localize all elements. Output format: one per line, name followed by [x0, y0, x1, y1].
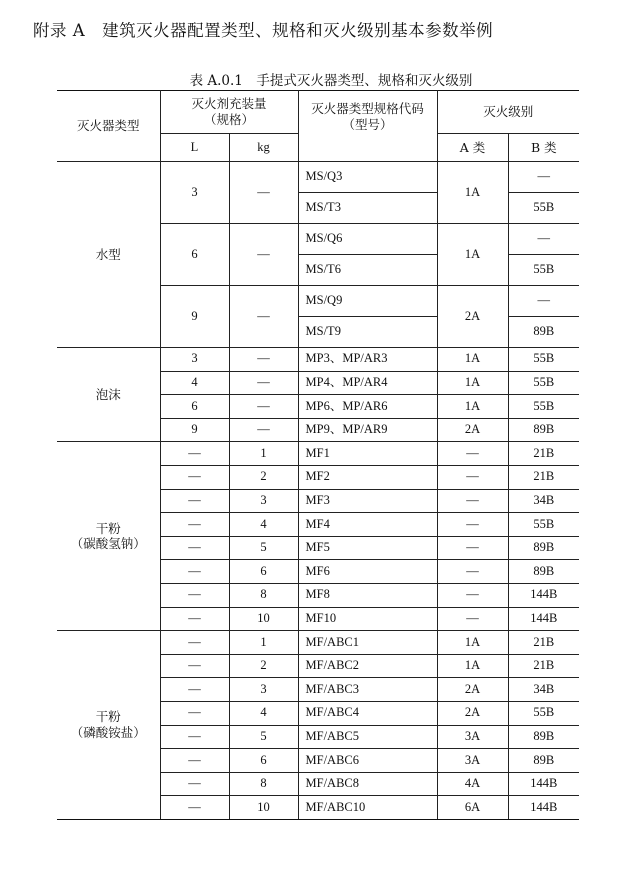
- cell-class-a: 2A: [437, 678, 508, 702]
- cell-class-b: 55B: [508, 701, 579, 725]
- cell-kg: 6: [229, 560, 298, 584]
- cell-class-b: 55B: [508, 513, 579, 537]
- cell-kg: 2: [229, 465, 298, 489]
- cell-class-b: 89B: [508, 560, 579, 584]
- group-label-line2: （磷酸铵盐）: [70, 725, 146, 740]
- cell-class-b: 55B: [508, 371, 579, 395]
- group-label-line1: 干粉: [95, 709, 121, 725]
- cell-class-b: 55B: [508, 193, 579, 224]
- cell-class-a: 1A: [437, 348, 508, 372]
- cell-code: MF6: [298, 560, 437, 584]
- cell-class-a: —: [437, 560, 508, 584]
- cell-kg: 5: [229, 536, 298, 560]
- cell-class-b: 89B: [508, 418, 579, 442]
- cell-class-b: 89B: [508, 536, 579, 560]
- cell-class-a: 1A: [437, 654, 508, 678]
- cell-kg: 1: [229, 631, 298, 655]
- cell-kg: 3: [229, 489, 298, 513]
- cell-kg: 8: [229, 583, 298, 607]
- header-unit-l: L: [160, 134, 229, 162]
- cell-kg: 10: [229, 607, 298, 631]
- table-row: [57, 162, 579, 193]
- cell-code: MF/ABC8: [298, 772, 437, 796]
- cell-l: —: [160, 654, 229, 678]
- header-class-a: A 类: [437, 134, 508, 162]
- cell-class-a: 2A: [437, 418, 508, 442]
- appendix-title: 附录 A 建筑灭火器配置类型、规格和灭火级别基本参数举例: [33, 21, 494, 40]
- cell-class-b: 21B: [508, 465, 579, 489]
- cell-code: MF2: [298, 465, 437, 489]
- cell-class-b: —: [508, 224, 579, 255]
- cell-l: 9: [160, 418, 229, 442]
- cell-l: 6: [160, 395, 229, 419]
- cell-class-b: 21B: [508, 631, 579, 655]
- cell-code: MF/ABC4: [298, 701, 437, 725]
- cell-class-b: 34B: [508, 678, 579, 702]
- cell-code: MF/ABC5: [298, 725, 437, 749]
- cell-class-a: 4A: [437, 772, 508, 796]
- cell-l: 3: [160, 348, 229, 372]
- cell-kg: —: [229, 162, 298, 224]
- cell-class-b: 34B: [508, 489, 579, 513]
- cell-class-b: 89B: [508, 749, 579, 773]
- cell-class-b: —: [508, 162, 579, 193]
- header-fill-amount: [160, 91, 298, 134]
- extinguisher-spec-table: [57, 90, 579, 820]
- cell-class-b: 55B: [508, 255, 579, 286]
- header-code: [298, 91, 437, 162]
- cell-kg: —: [229, 371, 298, 395]
- cell-code: MS/Q9: [298, 286, 437, 317]
- table-body: [57, 91, 579, 820]
- cell-class-b: 21B: [508, 442, 579, 466]
- cell-class-a: —: [437, 442, 508, 466]
- cell-kg: 10: [229, 796, 298, 820]
- cell-code: MF5: [298, 536, 437, 560]
- cell-class-b: 144B: [508, 607, 579, 631]
- cell-kg: 3: [229, 678, 298, 702]
- table-row: [57, 442, 579, 466]
- cell-code: MS/T6: [298, 255, 437, 286]
- cell-code: MP6、MP/AR6: [298, 395, 437, 419]
- cell-class-a: —: [437, 536, 508, 560]
- cell-class-b: 144B: [508, 583, 579, 607]
- group-label-foam: 泡沫: [57, 348, 160, 442]
- cell-l: —: [160, 536, 229, 560]
- cell-kg: —: [229, 418, 298, 442]
- cell-code: MF/ABC2: [298, 654, 437, 678]
- cell-class-b: 144B: [508, 796, 579, 820]
- cell-class-a: —: [437, 489, 508, 513]
- table-row: [57, 348, 579, 372]
- cell-class-a: —: [437, 465, 508, 489]
- cell-l: 4: [160, 371, 229, 395]
- cell-code: MS/T3: [298, 193, 437, 224]
- cell-l: —: [160, 725, 229, 749]
- header-fill-amount-line2: （规格）: [204, 112, 255, 127]
- cell-kg: 4: [229, 513, 298, 537]
- cell-l: —: [160, 631, 229, 655]
- cell-class-a: 6A: [437, 796, 508, 820]
- group-label-water: 水型: [57, 162, 160, 348]
- table-caption: 表 A.0.1 手提式灭火器类型、规格和灭火级别: [189, 73, 473, 89]
- cell-class-a: —: [437, 607, 508, 631]
- header-code-line2: （型号）: [342, 116, 393, 132]
- cell-code: MF10: [298, 607, 437, 631]
- cell-kg: —: [229, 348, 298, 372]
- cell-class-b: 55B: [508, 348, 579, 372]
- cell-kg: 2: [229, 654, 298, 678]
- cell-l: —: [160, 701, 229, 725]
- cell-class-b: 89B: [508, 725, 579, 749]
- cell-kg: —: [229, 286, 298, 348]
- cell-code: MP3、MP/AR3: [298, 348, 437, 372]
- cell-class-a: 1A: [437, 395, 508, 419]
- cell-class-b: 21B: [508, 654, 579, 678]
- cell-kg: 4: [229, 701, 298, 725]
- cell-kg: 6: [229, 749, 298, 773]
- header-type: 灭火器类型: [57, 91, 160, 162]
- cell-code: MF/ABC1: [298, 631, 437, 655]
- cell-code: MF4: [298, 513, 437, 537]
- cell-l: —: [160, 772, 229, 796]
- cell-code: MF/ABC6: [298, 749, 437, 773]
- cell-class-a: 2A: [437, 286, 508, 348]
- cell-code: MF1: [298, 442, 437, 466]
- group-label-line1: 干粉: [95, 520, 121, 536]
- cell-class-a: 1A: [437, 631, 508, 655]
- cell-class-b: 144B: [508, 772, 579, 796]
- cell-kg: 1: [229, 442, 298, 466]
- cell-code: MP9、MP/AR9: [298, 418, 437, 442]
- cell-l: —: [160, 749, 229, 773]
- cell-code: MF/ABC10: [298, 796, 437, 820]
- cell-class-a: —: [437, 583, 508, 607]
- cell-class-a: —: [437, 513, 508, 537]
- header-fill-amount-line1: 灭火剂充装量: [191, 96, 267, 112]
- cell-l: 6: [160, 224, 229, 286]
- cell-class-b: —: [508, 286, 579, 317]
- cell-code: MF3: [298, 489, 437, 513]
- cell-class-a: 1A: [437, 162, 508, 224]
- cell-code: MP4、MP/AR4: [298, 371, 437, 395]
- cell-code: MS/Q6: [298, 224, 437, 255]
- cell-code: MF8: [298, 583, 437, 607]
- group-label-powder-abc: [57, 631, 160, 820]
- header-unit-kg: kg: [229, 134, 298, 162]
- cell-l: —: [160, 513, 229, 537]
- cell-l: —: [160, 796, 229, 820]
- header-row-1: [57, 91, 579, 134]
- cell-kg: —: [229, 395, 298, 419]
- header-rating: 灭火级别: [437, 91, 579, 134]
- cell-code: MS/Q3: [298, 162, 437, 193]
- cell-l: —: [160, 607, 229, 631]
- cell-class-b: 55B: [508, 395, 579, 419]
- cell-class-b: 89B: [508, 317, 579, 348]
- cell-kg: 8: [229, 772, 298, 796]
- cell-class-a: 1A: [437, 224, 508, 286]
- cell-class-a: 2A: [437, 701, 508, 725]
- cell-l: —: [160, 465, 229, 489]
- table-row: [57, 631, 579, 655]
- cell-l: —: [160, 560, 229, 584]
- cell-l: —: [160, 489, 229, 513]
- cell-l: —: [160, 583, 229, 607]
- cell-class-a: 3A: [437, 725, 508, 749]
- cell-code: MF/ABC3: [298, 678, 437, 702]
- group-label-powder-bc: [57, 442, 160, 631]
- cell-code: MS/T9: [298, 317, 437, 348]
- group-label-line2: （碳酸氢钠）: [70, 536, 146, 552]
- cell-class-a: 3A: [437, 749, 508, 773]
- cell-class-a: 1A: [437, 371, 508, 395]
- cell-kg: 5: [229, 725, 298, 749]
- cell-l: 9: [160, 286, 229, 348]
- cell-l: —: [160, 678, 229, 702]
- cell-kg: —: [229, 224, 298, 286]
- cell-l: 3: [160, 162, 229, 224]
- cell-l: —: [160, 442, 229, 466]
- header-class-b: B 类: [508, 134, 579, 162]
- header-code-line1: 灭火器类型规格代码: [311, 101, 424, 116]
